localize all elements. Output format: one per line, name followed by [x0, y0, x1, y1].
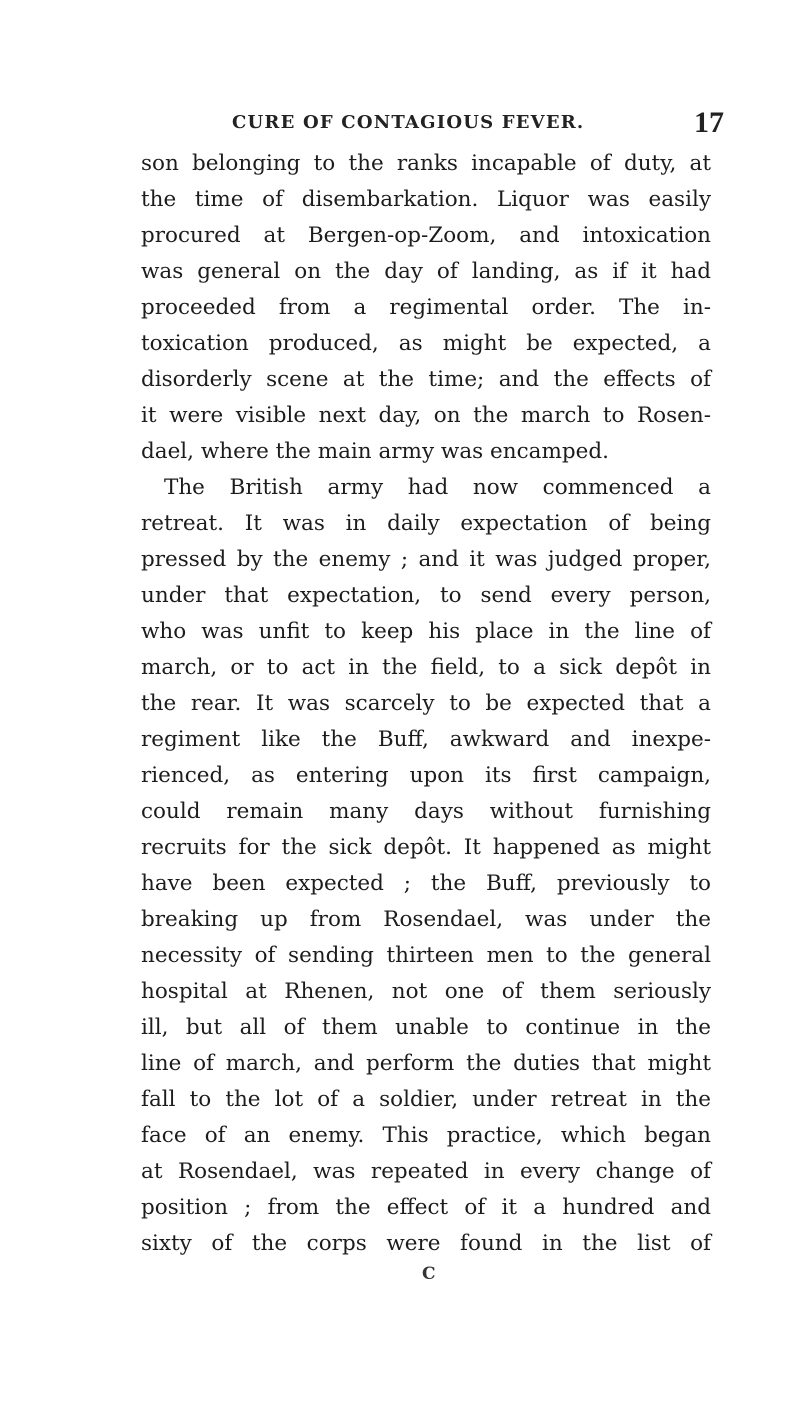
page-header [0, 106, 800, 142]
text-line: who was unfit to keep his place in the line of [141, 619, 711, 644]
text-line: fall to the lot of a soldier, under retreat in the [141, 1087, 711, 1112]
text-line: march, or to act in the field, to a sick depôt in [141, 655, 711, 680]
signature-mark: C [422, 1264, 436, 1284]
text-line: toxication produced, as might be expected, a [141, 331, 711, 356]
text-line: face of an enemy. This practice, which began [141, 1123, 711, 1148]
text-line: ill, but all of them unable to continue in the [141, 1015, 711, 1040]
text-line: procured at Bergen-op-Zoom, and intoxication [141, 223, 711, 248]
page-number: 17 [694, 106, 724, 139]
text-line: at Rosendael, was repeated in every change of [141, 1159, 711, 1184]
text-line: the time of disembarkation. Liquor was easily [141, 187, 711, 212]
text-line: proceeded from a regimental order. The in- [141, 295, 711, 320]
text-line: it were visible next day, on the march to Rosen- [141, 403, 711, 428]
text-line: sixty of the corps were found in the list of [141, 1231, 711, 1256]
text-line: line of march, and perform the duties that might [141, 1051, 711, 1076]
text-line: was general on the day of landing, as if it had [141, 259, 711, 284]
text-line: breaking up from Rosendael, was under the [141, 907, 711, 932]
text-line: regiment like the Buff, awkward and inexpe- [141, 727, 711, 752]
text-line: rienced, as entering upon its first campaign, [141, 763, 711, 788]
paragraph-start-line: The British army had now commenced a [164, 475, 711, 500]
text-line: dael, where the main army was encamped. [141, 439, 609, 464]
text-line: under that expectation, to send every person, [141, 583, 711, 608]
text-line: son belonging to the ranks incapable of duty, at [141, 151, 711, 176]
text-line: recruits for the sick depôt. It happened as might [141, 835, 711, 860]
text-line: retreat. It was in daily expectation of being [141, 511, 711, 536]
text-line: disorderly scene at the time; and the effects of [141, 367, 711, 392]
text-line: have been expected ; the Buff, previously to [141, 871, 711, 896]
text-line: position ; from the effect of it a hundred and [141, 1195, 711, 1220]
text-line: the rear. It was scarcely to be expected that a [141, 691, 711, 716]
text-line: could remain many days without furnishing [141, 799, 711, 824]
text-line: pressed by the enemy ; and it was judged proper, [141, 547, 711, 572]
text-line: hospital at Rhenen, not one of them seriously [141, 979, 711, 1004]
text-line: necessity of sending thirteen men to the general [141, 943, 711, 968]
running-head: CURE OF CONTAGIOUS FEVER. [232, 112, 585, 133]
